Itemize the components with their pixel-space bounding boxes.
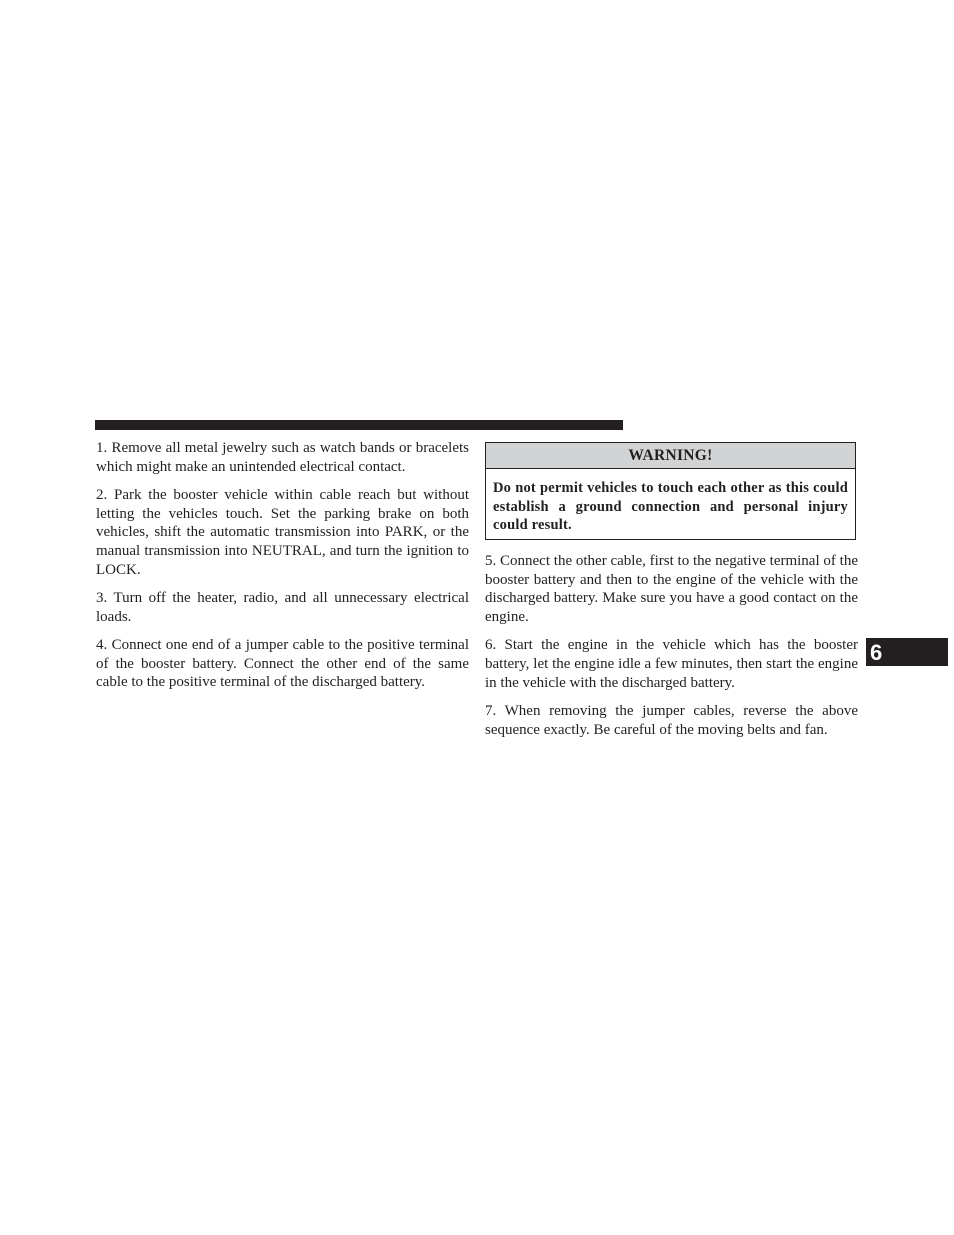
warning-title: WARNING! bbox=[486, 443, 855, 469]
step-2: 2. Park the booster vehicle within cable reach but without letting the vehicles touch. Set the parking brake on both vehicles, shift the automatic transmission into PARK, or the manual transmission into NEUTRAL, and turn the ignition to LOCK. bbox=[96, 486, 469, 578]
step-3: 3. Turn off the heater, radio, and all unnecessary electrical loads. bbox=[96, 589, 469, 625]
step-5: 5. Connect the other cable, first to the negative terminal of the booster battery and then to the engine of the vehicle with the discharged battery. Make sure you have a good contact on the engine. bbox=[485, 553, 858, 626]
warning-box bbox=[485, 442, 856, 540]
step-7: 7. When removing the jumper cables, reverse the above sequence exactly. Be careful of the moving belts and fan. bbox=[485, 702, 858, 738]
step-6: 6. Start the engine in the vehicle which has the booster battery, let the engine idle a few minutes, then start the engine in the vehicle with the discharged battery. bbox=[485, 637, 858, 691]
right-column bbox=[485, 552, 858, 749]
left-column bbox=[96, 439, 469, 701]
step-4: 4. Connect one end of a jumper cable to the positive terminal of the booster battery. Connect the other end of the same cable to the positive terminal of the discharged battery. bbox=[96, 636, 469, 691]
section-top-rule bbox=[95, 420, 623, 430]
warning-text: Do not permit vehicles to touch each other as this could establish a ground connection and personal injury could result. bbox=[493, 480, 848, 534]
step-1: 1. Remove all metal jewelry such as watch bands or bracelets which might make an unintended electrical contact. bbox=[96, 440, 469, 475]
chapter-tab: 6 bbox=[866, 638, 948, 666]
